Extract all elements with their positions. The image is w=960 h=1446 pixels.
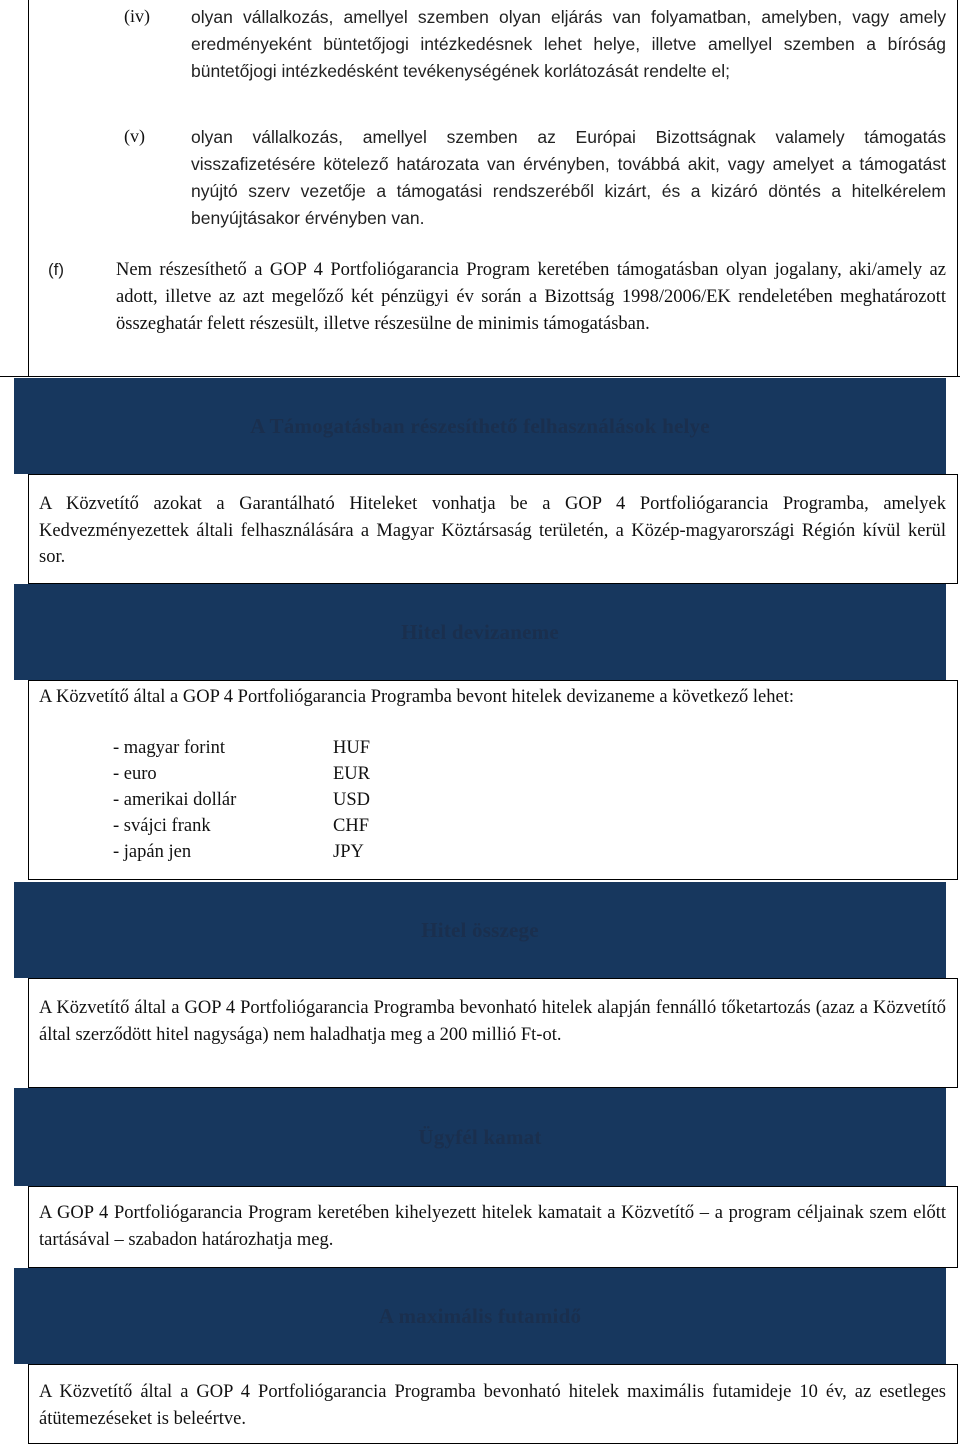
- item-text-v: olyan vállalkozás, amellyel szemben az Európai Bizottságnak valamely támogatás visszafizetésére kötelező határozata van érvényben, továbbá akit, vagy amelyet a támogatást nyújtó szerv vezetője a támogatási rendszeréből kizárt, és a kizáró döntés a hitelkérelem benyújtásakor érvényben van.: [191, 127, 946, 228]
- section-header-band: [14, 1268, 946, 1364]
- currency-name: - magyar forint: [113, 738, 225, 758]
- item-text-f: Nem részesíthető a GOP 4 Portfoliógarancia Program keretében támogatásban olyan jogalany, aki/amely az adott, illetve az azt megelőző két pénzügyi év során a Bizottság 1998/2006/EK rendeletében meghatározott összeghatár felett részesült, illetve részesülne de minimis támogatásban.: [116, 260, 946, 334]
- section-paragraph: A GOP 4 Portfoliógarancia Program keretében kihelyezett hitelek kamatait a Közvetítő – a program céljainak szem előtt tartásával – szabadon határozhatja meg.: [39, 1203, 946, 1250]
- section-title: A maximális futamidő: [378, 1303, 582, 1328]
- section-title: Hitel devizaneme: [401, 619, 559, 644]
- section-title: A Támogatásban részesíthető felhasználások helye: [250, 413, 710, 438]
- item-text-iv: olyan vállalkozás, amellyel szemben olyan eljárás van folyamatban, amelyben, vagy amely eredményeként büntetőjogi intézkedésnek lehet helye, illetve amellyel szemben a bíróság büntetőjogi intézkedésként tevékenységének korlátozását rendelte el;: [191, 7, 946, 81]
- currency-code: HUF: [333, 738, 371, 758]
- section-header-band: [14, 1088, 946, 1186]
- section-header-band: [14, 378, 946, 474]
- section-paragraph: A Közvetítő által a GOP 4 Portfoliógarancia Programba bevonható hitelek alapján fennálló tőketartozás (azaz a Közvetítő által szerződött hitel nagysága) nem haladhatja meg a 200 millió Ft-ot.: [39, 998, 946, 1045]
- currency-code: USD: [333, 790, 371, 810]
- table-border-bottom: [0, 376, 960, 377]
- currency-name: - japán jen: [113, 842, 192, 862]
- currency-code: EUR: [333, 764, 370, 784]
- section-paragraph: A Közvetítő azokat a Garantálható Hiteleket vonhatja be a GOP 4 Portfoliógarancia Programba, amelyek Kedvezményezettek általi felhasználására a Magyar Köztársaság területén, a Közép-magyarországi Régión kívül kerül sor.: [39, 494, 946, 567]
- section-paragraph: A Közvetítő által a GOP 4 Portfoliógarancia Programba bevonható hitelek maximális futamideje 10 év, az esetleges átütemezéseket is beleértve.: [39, 1382, 946, 1429]
- currency-name: - svájci frank: [113, 816, 211, 836]
- table-border-left: [28, 0, 29, 377]
- section-title: Ügyfél kamat: [418, 1124, 542, 1149]
- item-marker-f: (f): [48, 260, 65, 279]
- table-border-right: [957, 0, 958, 377]
- item-marker-iv: (iv): [124, 6, 150, 26]
- section-header-band: [14, 584, 946, 680]
- section-paragraph: A Közvetítő által a GOP 4 Portfoliógarancia Programba bevont hitelek devizaneme a következő lehet:: [39, 687, 794, 707]
- currency-name: - amerikai dollár: [113, 790, 237, 810]
- section-header-band: [14, 882, 946, 978]
- section-title: Hitel összege: [421, 917, 539, 942]
- currency-code: CHF: [333, 816, 369, 836]
- item-marker-v: (v): [124, 126, 145, 146]
- currency-name: - euro: [113, 764, 157, 784]
- currency-code: JPY: [333, 842, 364, 862]
